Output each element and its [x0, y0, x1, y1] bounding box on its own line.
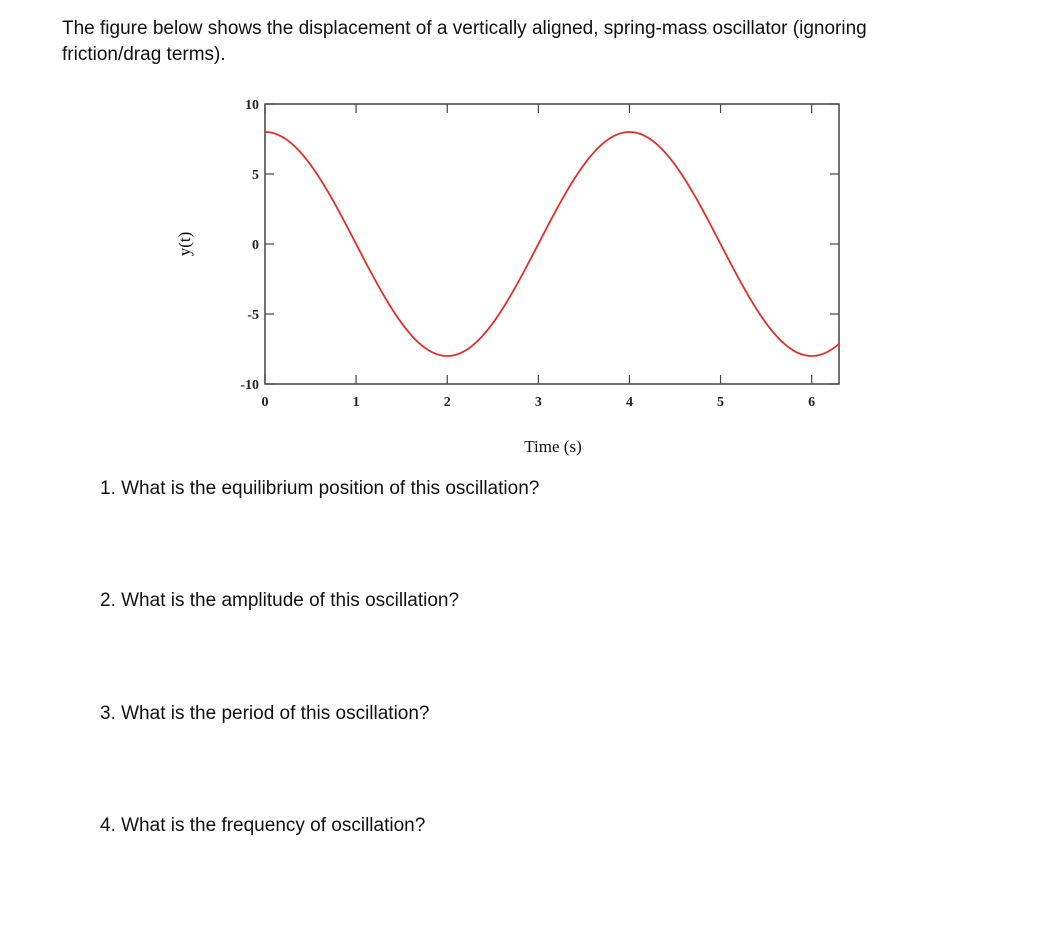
- axis-ticks: [265, 104, 839, 384]
- x-tick-label-2: 2: [443, 395, 451, 410]
- plot-frame: [265, 104, 839, 384]
- x-tick-label-3: 3: [534, 395, 542, 410]
- y-tick-label-1: 5: [252, 168, 259, 183]
- x-tick-label-0: 0: [261, 395, 269, 410]
- y-tick-label-2: 0: [252, 238, 259, 253]
- question-1: 1. What is the equilibrium position of this oscillation?: [100, 478, 540, 499]
- y-tick-label-3: -5: [247, 308, 259, 323]
- y-tick-label-4: -10: [240, 378, 259, 393]
- y-tick-label-0: 10: [245, 98, 259, 113]
- series-line-y: [265, 132, 839, 356]
- x-tick-label-1: 1: [352, 395, 360, 410]
- tick-labels: [240, 98, 815, 410]
- displacement-chart: [0, 0, 1064, 470]
- x-axis-label: Time (s): [524, 437, 582, 456]
- x-tick-label-5: 5: [717, 395, 725, 410]
- intro-text: The figure below shows the displacement of a vertically aligned, spring-mass oscillator (ignoring friction/drag terms).: [62, 18, 867, 65]
- question-3: 3. What is the period of this oscillation?: [100, 703, 430, 724]
- x-tick-label-4: 4: [625, 395, 633, 410]
- y-axis-label: y(t): [175, 231, 194, 257]
- question-4: 4. What is the frequency of oscillation?: [100, 815, 426, 836]
- x-tick-label-6: 6: [808, 395, 816, 410]
- question-2: 2. What is the amplitude of this oscillation?: [100, 590, 460, 611]
